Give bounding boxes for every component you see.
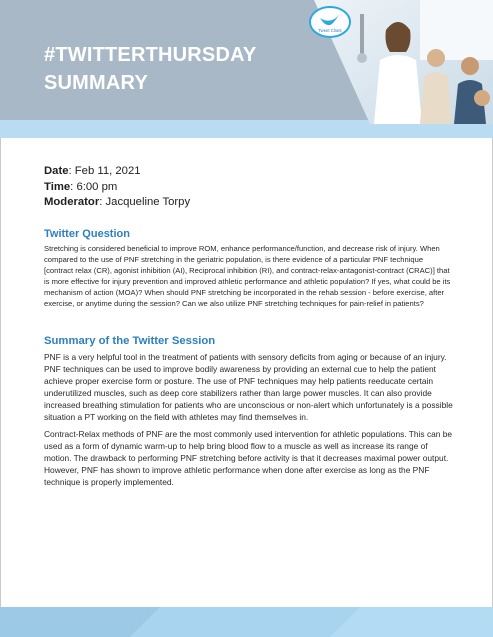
summary-paragraph-1: PNF is a very helpful tool in the treatment of patients with sensory deficits from aging or because of an injury. PNF techniques can be used to improve bodily awareness by providing an external cue to help the patient achieve proper exercise form or posture. The use of PNF techniques may help patients reeducate certain underutilized muscles, such as deep core stabilizers rather than large power muscles. It can also provide increased breathing stimulation for patients who are unconscious or non-alert which unfortunately is a possible situation a PT working on the field with athletes may find themselves in. xyxy=(44,352,453,422)
title-line-1: #TWITTERTHURSDAY xyxy=(44,44,257,66)
time-label: Time xyxy=(44,180,71,193)
question-heading: Twitter Question xyxy=(44,228,130,240)
page-title xyxy=(44,41,256,97)
tweet-chats-logo xyxy=(310,7,350,37)
date-label: Date xyxy=(44,165,69,177)
question-body: Stretching is considered beneficial to improve ROM, enhance performance/function, and decrease risk of injury. When compared to the use of PNF stretching in the geriatric population, is there evidence of a particular PNF technique [contract relax (CR), agonist inhibition (AI), Reciprocal inhibition (RI), and contract-relax-antagonist-contract (CRAC)] that is more effective for injury prevention and improved athletic performance and athletic population? If yes, what could be its mechanism of action (MOA)? When should PNF stretching be incorporated in the rehab session - before exercise, after exercise, or anytime during the session? Can we also utilize PNF stretching techniques for pain-relief in patients? xyxy=(44,244,451,308)
date-value: Feb 11, 2021 xyxy=(74,165,141,177)
group-photo xyxy=(300,0,493,124)
session-meta xyxy=(44,164,190,211)
summary-body xyxy=(44,351,454,493)
time-value: 6:00 pm xyxy=(76,180,118,193)
summary-paragraph-2: Contract-Relax methods of PNF are the most commonly used intervention for athletic populations. This can be used as a form of dynamic warm-up to help bring blood flow to a muscle as well as increase its range of motion. The drawback to performing PNF stretching before activity is that it decreases maximal power output. However, PNF has shown to improve athletic performance when done after exercise as long as the PNF technique is properly implemented. xyxy=(44,429,453,487)
summary-heading: Summary of the Twitter Session xyxy=(44,335,216,347)
title-line-2: SUMMARY xyxy=(44,72,148,94)
moderator-label: Moderator xyxy=(44,196,100,208)
footer-accent xyxy=(0,607,493,637)
time-row: Time: 6:00 pm xyxy=(44,180,118,193)
header-banner xyxy=(0,0,493,138)
moderator-value: Jacqueline Torpy xyxy=(105,196,191,208)
logo-text: Tweet Chats xyxy=(318,28,342,33)
moderator-row: Moderator: Jacqueline Torpy xyxy=(44,196,191,208)
date-row: Date: Feb 11, 2021 xyxy=(44,165,141,177)
